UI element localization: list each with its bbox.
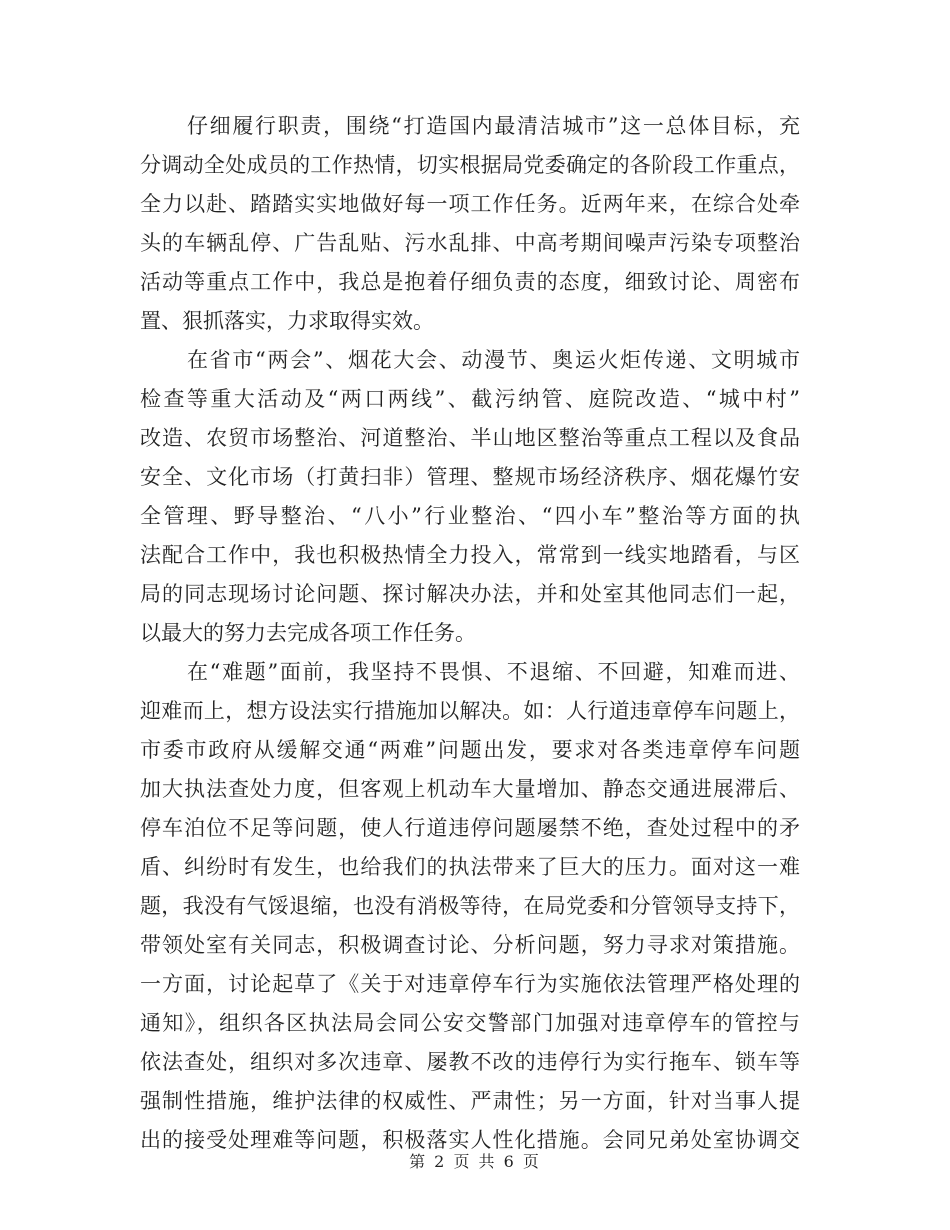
text-line: 检查等重大活动及“两口两线”、截污纳管、庭院改造、“城中村” (140, 387, 800, 411)
text-line: 法配合工作中，我也积极热情全力投入，常常到一线实地踏看，与区 (140, 543, 800, 567)
text-line: 全力以赴、踏踏实实地做好每一项工作任务。近两年来，在综合处牵 (140, 192, 800, 216)
text-line: 安全、文化市场（打黄扫非）管理、整规市场经济秩序、烟花爆竹安 (140, 465, 800, 489)
text-line: 在“难题”面前，我坚持不畏惧、不退缩、不回避，知难而进、 (187, 660, 800, 684)
text-line: 通知》，组织各区执法局会同公安交警部门加强对违章停车的管控与 (140, 1011, 800, 1035)
paragraph-1 (140, 107, 800, 341)
text-line: 停车泊位不足等问题，使人行道违停问题屡禁不绝，查处过程中的矛 (140, 816, 800, 840)
text-line: 全管理、野导整治、“八小”行业整治、“四小车”整治等方面的执 (140, 504, 800, 528)
text-line: 带领处室有关同志，积极调查讨论、分析问题，努力寻求对策措施。 (140, 933, 800, 957)
text-line: 一方面，讨论起草了《关于对违章停车行为实施依法管理严格处理的 (140, 972, 800, 996)
text-line: 分调动全处成员的工作热情，切实根据局党委确定的各阶段工作重点， (140, 153, 800, 177)
text-line: 题，我没有气馁退缩，也没有消极等待，在局党委和分管领导支持下， (140, 894, 800, 918)
text-line: 改造、农贸市场整治、河道整治、半山地区整治等重点工程以及食品 (140, 426, 800, 450)
text-line: 在省市“两会”、烟花大会、动漫节、奥运火炬传递、文明城市 (187, 348, 800, 372)
text-line: 市委市政府从缓解交通“两难”问题出发，要求对各类违章停车问题 (140, 738, 800, 762)
text-line: 依法查处，组织对多次违章、屡教不改的违停行为实行拖车、锁车等 (140, 1050, 800, 1074)
page-number-footer: 第 2 页 共 6 页 (409, 1152, 541, 1171)
text-line: 头的车辆乱停、广告乱贴、污水乱排、中高考期间噪声污染专项整治 (140, 231, 800, 255)
paragraph-3 (140, 653, 800, 1160)
text-line: 盾、纠纷时有发生，也给我们的执法带来了巨大的压力。面对这一难 (140, 855, 800, 879)
text-line: 活动等重点工作中，我总是抱着仔细负责的态度，细致讨论、周密布 (140, 270, 800, 294)
text-line: 以最大的努力去完成各项工作任务。 (140, 621, 476, 645)
text-line: 迎难而上，想方设法实行措施加以解决。如：人行道违章停车问题上， (140, 699, 800, 723)
text-line: 出的接受处理难等问题，积极落实人性化措施。会同兄弟处室协调交 (140, 1128, 800, 1152)
text-line: 强制性措施，维护法律的权威性、严肃性；另一方面，针对当事人提 (140, 1089, 800, 1113)
text-line: 加大执法查处力度，但客观上机动车大量增加、静态交通进展滞后、 (140, 777, 800, 801)
paragraph-2 (140, 341, 800, 653)
document-body (140, 107, 800, 1160)
text-line: 局的同志现场讨论问题、探讨解决办法，并和处室其他同志们一起， (140, 582, 800, 606)
text-line: 仔细履行职责，围绕“打造国内最清洁城市”这一总体目标，充 (187, 114, 800, 138)
text-line: 置、狠抓落实，力求取得实效。 (140, 309, 434, 333)
